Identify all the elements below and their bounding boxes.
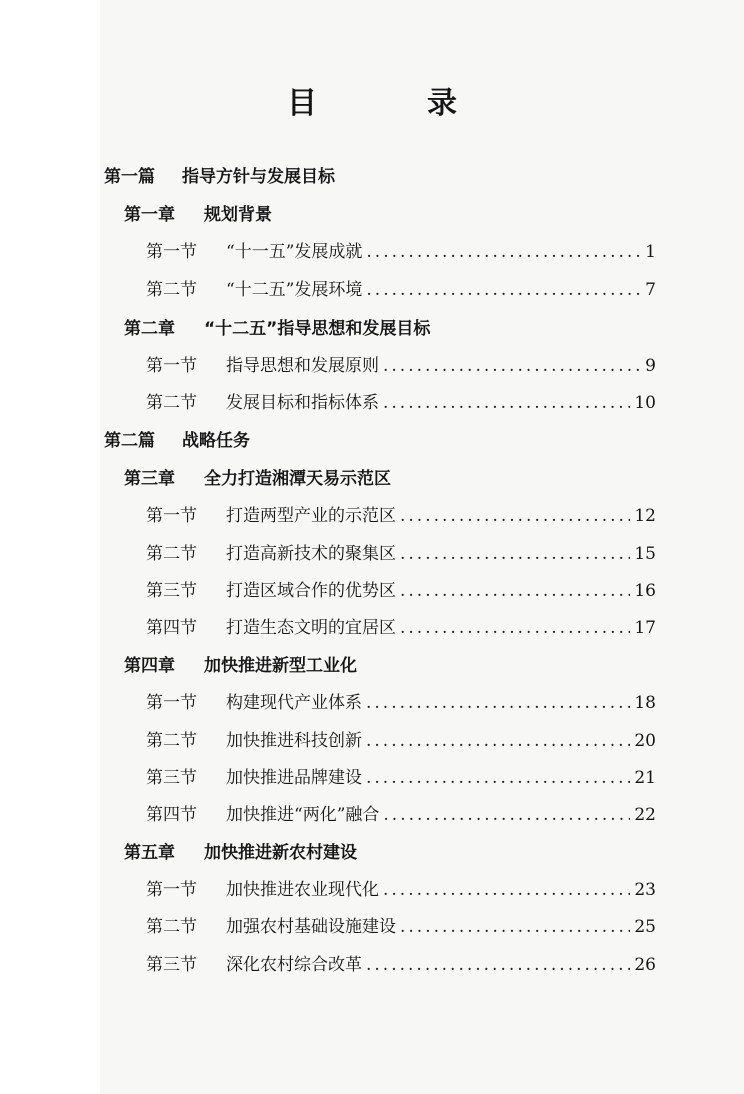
toc-entry[interactable] <box>146 613 656 638</box>
section-number: 第一节 <box>146 356 197 376</box>
toc-entry[interactable] <box>146 388 656 413</box>
section-number: 第一节 <box>146 242 197 262</box>
part-number: 第一篇 <box>104 167 155 187</box>
toc-entry[interactable] <box>146 875 656 900</box>
chapter-title: “十二五”指导思想和发展目标 <box>204 319 431 339</box>
section-number: 第二节 <box>146 393 197 413</box>
toc-entry[interactable] <box>146 501 656 526</box>
page-number: 7 <box>645 280 656 300</box>
chapter-number: 第三章 <box>124 469 175 489</box>
toc-entry[interactable] <box>146 763 656 788</box>
section-title: 打造区域合作的优势区 <box>226 581 396 601</box>
chapter-number: 第五章 <box>124 843 175 863</box>
section-number: 第三节 <box>146 955 197 975</box>
page-number: 1 <box>645 242 656 262</box>
page-number: 15 <box>634 544 656 564</box>
page-number: 20 <box>634 731 656 751</box>
toc-entry[interactable] <box>146 688 656 713</box>
section-number: 第一节 <box>146 693 197 713</box>
dot-leader <box>400 917 630 937</box>
page-number: 18 <box>634 693 656 713</box>
section-number: 第一节 <box>146 506 197 526</box>
chapter-title: 全力打造湘潭天易示范区 <box>204 469 391 489</box>
dot-leader <box>366 955 630 975</box>
page-number: 16 <box>634 581 656 601</box>
dot-leader <box>400 544 630 564</box>
section-number: 第三节 <box>146 581 197 601</box>
toc-entry[interactable] <box>146 237 656 262</box>
section-number: 第一节 <box>146 880 197 900</box>
section-title: 深化农村综合改革 <box>226 955 362 975</box>
toc-entry[interactable] <box>146 950 656 975</box>
page-number: 21 <box>634 768 656 788</box>
section-number: 第四节 <box>146 618 197 638</box>
chapter-heading <box>124 651 357 676</box>
dot-leader <box>400 618 630 638</box>
toc-entry[interactable] <box>146 800 656 825</box>
chapter-number: 第二章 <box>124 319 175 339</box>
chapter-title: 加快推进新农村建设 <box>204 843 357 863</box>
part-heading <box>104 426 250 451</box>
page-number: 9 <box>645 356 656 376</box>
section-title: “十二五”发展环境 <box>226 280 363 300</box>
toc-entry[interactable] <box>146 726 656 751</box>
section-number: 第二节 <box>146 280 197 300</box>
scan-margin <box>0 0 100 1094</box>
section-title: 构建现代产业体系 <box>226 693 362 713</box>
dot-leader <box>366 731 630 751</box>
section-title: 发展目标和指标体系 <box>226 393 379 413</box>
chapter-title: 规划背景 <box>204 205 272 225</box>
dot-leader <box>366 280 641 300</box>
section-title: 打造生态文明的宜居区 <box>226 618 396 638</box>
dot-leader <box>383 805 630 825</box>
page-number: 17 <box>634 618 656 638</box>
chapter-heading <box>124 838 357 863</box>
page-number: 12 <box>634 506 656 526</box>
chapter-heading <box>124 200 272 225</box>
part-number: 第二篇 <box>104 431 155 451</box>
section-title: “十一五”发展成就 <box>226 242 363 262</box>
section-number: 第二节 <box>146 544 197 564</box>
section-number: 第三节 <box>146 768 197 788</box>
dot-leader <box>383 356 641 376</box>
chapter-number: 第一章 <box>124 205 175 225</box>
toc-entry[interactable] <box>146 576 656 601</box>
chapter-heading <box>124 314 430 339</box>
dot-leader <box>366 242 641 262</box>
dot-leader <box>400 581 630 601</box>
part-title: 战略任务 <box>182 431 250 451</box>
part-title: 指导方针与发展目标 <box>182 167 335 187</box>
toc-entry[interactable] <box>146 275 656 300</box>
section-title: 打造两型产业的示范区 <box>226 506 396 526</box>
page-number: 10 <box>634 393 656 413</box>
section-title: 加快推进品牌建设 <box>226 768 362 788</box>
section-title: 打造高新技术的聚集区 <box>226 544 396 564</box>
dot-leader <box>383 393 630 413</box>
dot-leader <box>366 768 630 788</box>
page-number: 22 <box>634 805 656 825</box>
toc-title: 目 录 <box>287 86 497 121</box>
toc-entry[interactable] <box>146 539 656 564</box>
dot-leader <box>383 880 630 900</box>
section-title: 加快推进农业现代化 <box>226 880 379 900</box>
page-number: 23 <box>634 880 656 900</box>
dot-leader <box>400 506 630 526</box>
toc-entry[interactable] <box>146 351 656 376</box>
section-title: 指导思想和发展原则 <box>226 356 379 376</box>
section-title: 加快推进“两化”融合 <box>226 805 380 825</box>
chapter-title: 加快推进新型工业化 <box>204 656 357 676</box>
section-title: 加强农村基础设施建设 <box>226 917 396 937</box>
dot-leader <box>366 693 630 713</box>
section-number: 第四节 <box>146 805 197 825</box>
part-heading <box>104 162 335 187</box>
page-number: 26 <box>634 955 656 975</box>
section-number: 第二节 <box>146 917 197 937</box>
section-title: 加快推进科技创新 <box>226 731 362 751</box>
page-number: 25 <box>634 917 656 937</box>
chapter-heading <box>124 464 391 489</box>
section-number: 第二节 <box>146 731 197 751</box>
chapter-number: 第四章 <box>124 656 175 676</box>
toc-entry[interactable] <box>146 912 656 937</box>
